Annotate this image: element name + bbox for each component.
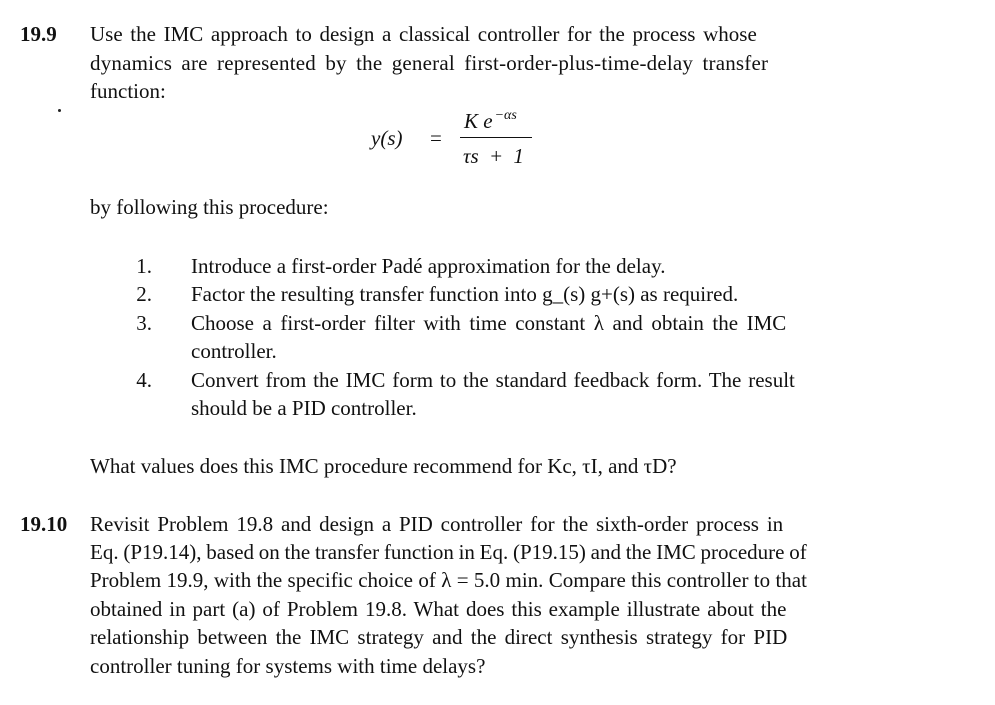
- step-text: controller.: [191, 339, 277, 363]
- problem-number: 19.10: [20, 512, 68, 536]
- stray-mark: [58, 109, 61, 112]
- equation-denominator: τs + 1: [463, 144, 524, 168]
- step-number: 4.: [136, 368, 152, 392]
- step-text: Introduce a first-order Padé approximation for the delay.: [191, 254, 666, 278]
- step-text: Factor the resulting transfer function into g_(s) g+(s) as required.: [191, 282, 739, 306]
- fraction-bar: [460, 137, 532, 138]
- step-number: 3.: [136, 311, 152, 335]
- body-line: controller tuning for systems with time delays?: [90, 654, 486, 678]
- equation-lhs: y(s): [371, 126, 403, 150]
- problem-number: 19.9: [20, 22, 57, 46]
- intro-line: dynamics are represented by the general first-order-plus-time-delay transfer: [90, 51, 769, 75]
- body-line: Eq. (P19.14), based on the transfer function in Eq. (P19.15) and the IMC procedure of: [90, 540, 807, 564]
- numerator-base: K e: [464, 109, 493, 133]
- step-number: 2.: [136, 282, 152, 306]
- step-text: should be a PID controller.: [191, 396, 417, 420]
- step-number: 1.: [136, 254, 152, 278]
- question: What values does this IMC procedure recommend for Kc, τI, and τD?: [90, 454, 677, 478]
- intro-line: Use the IMC approach to design a classical controller for the process whose: [90, 22, 757, 46]
- equation-equals: =: [430, 126, 442, 150]
- body-line: obtained in part (a) of Problem 19.8. What does this example illustrate about the: [90, 597, 787, 621]
- body-line: Revisit Problem 19.8 and design a PID controller for the sixth-order process in: [90, 512, 784, 536]
- body-line: Problem 19.9, with the specific choice of λ = 5.0 min. Compare this controller to that: [90, 568, 807, 592]
- body-line: relationship between the IMC strategy and the direct synthesis strategy for PID: [90, 625, 788, 649]
- step-text: Choose a first-order filter with time constant λ and obtain the IMC: [191, 311, 787, 335]
- equation-numerator: [464, 109, 517, 134]
- numerator-exponent: −αs: [494, 108, 517, 123]
- intro-line: function:: [90, 79, 166, 103]
- procedure-intro: by following this procedure:: [90, 195, 329, 219]
- step-text: Convert from the IMC form to the standard feedback form. The result: [191, 368, 795, 392]
